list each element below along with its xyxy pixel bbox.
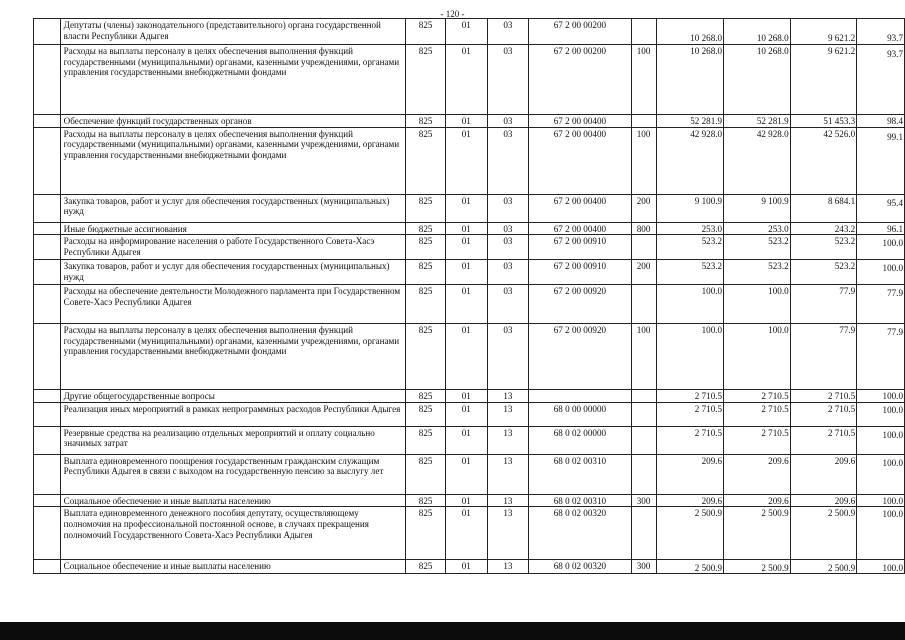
approved-amount-cell: 42 928.0: [656, 127, 724, 194]
executed-amount-cell: 9 621.2: [790, 45, 857, 115]
description-cell: Расходы на выплаты персоналу в целях обеспечения выполнения функций государственными (муниципальными) органами, казенными учреждениями, органами управления государственными внебюджетными фондами: [60, 127, 406, 194]
row-number-cell: [34, 285, 61, 324]
approved-amount-cell: 100.0: [656, 324, 724, 390]
execution-percent-cell: 96.1: [857, 222, 905, 235]
row-number-cell: [34, 426, 61, 454]
target-item-cell: 68 0 02 00310: [529, 494, 631, 507]
description-cell: Расходы на информирование населения о работе Государственного Совета-Хасэ Республики Адыгея: [60, 235, 406, 260]
row-number-cell: [34, 324, 61, 390]
row-number-cell: [34, 390, 61, 403]
approved-amount-cell: 523.2: [656, 260, 724, 285]
row-number-cell: [34, 45, 61, 115]
subsection-cell: 13: [487, 560, 529, 574]
table-row: [34, 402, 905, 426]
approved-amount-cell: 2 710.5: [656, 402, 724, 426]
section-cell: 01: [445, 285, 487, 324]
target-item-cell: 68 0 02 00000: [529, 426, 631, 454]
ministry-code-cell: 825: [406, 19, 446, 45]
executed-amount-cell: 2 710.5: [790, 402, 857, 426]
executed-amount-cell: 51 453.3: [790, 115, 857, 128]
target-item-cell: 67 2 00 00400: [529, 194, 631, 222]
planned-amount-cell: 100.0: [724, 324, 791, 390]
execution-percent-cell: 99.1: [857, 127, 905, 194]
expense-type-cell: 200: [631, 260, 656, 285]
table-row: [34, 260, 905, 285]
ministry-code-cell: 825: [406, 560, 446, 574]
executed-amount-cell: 8 684.1: [790, 194, 857, 222]
description-cell: Депутаты (члены) законодательного (представительного) органа государственной власти Республики Адыгея: [60, 19, 406, 45]
table-row: [34, 285, 905, 324]
execution-percent-cell: 93.7: [857, 45, 905, 115]
planned-amount-cell: 100.0: [724, 285, 791, 324]
ministry-code-cell: 825: [406, 194, 446, 222]
approved-amount-cell: 9 100.9: [656, 194, 724, 222]
subsection-cell: 03: [487, 127, 529, 194]
executed-amount-cell: 209.6: [790, 454, 857, 494]
subsection-cell: 03: [487, 194, 529, 222]
row-number-cell: [34, 235, 61, 260]
approved-amount-cell: 209.6: [656, 454, 724, 494]
expense-type-cell: [631, 454, 656, 494]
description-cell: Выплата единовременного поощрения государственным гражданским служащим Республики Адыгея в связи с выходом на государственную пенсию за выслугу лет: [60, 454, 406, 494]
ministry-code-cell: 825: [406, 222, 446, 235]
table-row: [34, 194, 905, 222]
subsection-cell: 03: [487, 235, 529, 260]
execution-percent-cell: 77.9: [857, 285, 905, 324]
section-cell: 01: [445, 127, 487, 194]
executed-amount-cell: 2 710.5: [790, 426, 857, 454]
execution-percent-cell: 100.0: [857, 390, 905, 403]
expense-type-cell: 800: [631, 222, 656, 235]
executed-amount-cell: 77.9: [790, 285, 857, 324]
target-item-cell: 67 2 00 00920: [529, 285, 631, 324]
subsection-cell: 03: [487, 45, 529, 115]
planned-amount-cell: 10 268.0: [724, 19, 791, 45]
execution-percent-cell: 98.4: [857, 115, 905, 128]
section-cell: 01: [445, 19, 487, 45]
row-number-cell: [34, 222, 61, 235]
approved-amount-cell: 100.0: [656, 285, 724, 324]
target-item-cell: 67 2 00 00400: [529, 115, 631, 128]
approved-amount-cell: 523.2: [656, 235, 724, 260]
section-cell: 01: [445, 260, 487, 285]
description-cell: Расходы на выплаты персоналу в целях обеспечения выполнения функций государственными (муниципальными) органами, казенными учреждениями, органами управления государственными внебюджетными фондами: [60, 324, 406, 390]
expense-type-cell: [631, 390, 656, 403]
planned-amount-cell: 2 710.5: [724, 390, 791, 403]
section-cell: 01: [445, 454, 487, 494]
execution-percent-cell: 100.0: [857, 426, 905, 454]
execution-percent-cell: 100.0: [857, 560, 905, 574]
expense-type-cell: 200: [631, 194, 656, 222]
execution-percent-cell: 77.9: [857, 324, 905, 390]
target-item-cell: 68 0 02 00320: [529, 507, 631, 560]
planned-amount-cell: 2 710.5: [724, 402, 791, 426]
executed-amount-cell: 77.9: [790, 324, 857, 390]
subsection-cell: 03: [487, 324, 529, 390]
subsection-cell: 03: [487, 222, 529, 235]
execution-percent-cell: 100.0: [857, 494, 905, 507]
execution-percent-cell: 100.0: [857, 402, 905, 426]
planned-amount-cell: 2 500.9: [724, 560, 791, 574]
row-number-cell: [34, 507, 61, 560]
table-row: [34, 454, 905, 494]
row-number-cell: [34, 402, 61, 426]
target-item-cell: 68 0 02 00320: [529, 560, 631, 574]
description-cell: Обеспечение функций государственных органов: [60, 115, 406, 128]
expense-type-cell: 300: [631, 560, 656, 574]
expense-type-cell: [631, 402, 656, 426]
approved-amount-cell: 52 281.9: [656, 115, 724, 128]
target-item-cell: 67 2 00 00920: [529, 324, 631, 390]
target-item-cell: 67 2 00 00910: [529, 260, 631, 285]
executed-amount-cell: 523.2: [790, 235, 857, 260]
subsection-cell: 13: [487, 454, 529, 494]
section-cell: 01: [445, 402, 487, 426]
planned-amount-cell: 10 268.0: [724, 45, 791, 115]
expense-type-cell: [631, 507, 656, 560]
section-cell: 01: [445, 560, 487, 574]
ministry-code-cell: 825: [406, 402, 446, 426]
expense-type-cell: 100: [631, 45, 656, 115]
description-cell: Резервные средства на реализацию отдельных мероприятий и оплату социально значимых затрат: [60, 426, 406, 454]
target-item-cell: [529, 390, 631, 403]
row-number-cell: [34, 454, 61, 494]
section-cell: 01: [445, 426, 487, 454]
execution-percent-cell: 100.0: [857, 260, 905, 285]
table-row: [34, 222, 905, 235]
ministry-code-cell: 825: [406, 494, 446, 507]
approved-amount-cell: 2 710.5: [656, 426, 724, 454]
subsection-cell: 03: [487, 285, 529, 324]
description-cell: Расходы на выплаты персоналу в целях обеспечения выполнения функций государственными (муниципальными) органами, казенными учреждениями, органами управления государственными внебюджетными фондами: [60, 45, 406, 115]
approved-amount-cell: 10 268.0: [656, 19, 724, 45]
expense-type-cell: [631, 426, 656, 454]
approved-amount-cell: 253.0: [656, 222, 724, 235]
approved-amount-cell: 2 500.9: [656, 507, 724, 560]
planned-amount-cell: 209.6: [724, 494, 791, 507]
execution-percent-cell: 93.7: [857, 19, 905, 45]
target-item-cell: 67 2 00 00910: [529, 235, 631, 260]
page-number: - 120 -: [440, 9, 465, 19]
execution-percent-cell: 100.0: [857, 454, 905, 494]
planned-amount-cell: 523.2: [724, 260, 791, 285]
approved-amount-cell: 2 710.5: [656, 390, 724, 403]
expense-type-cell: 100: [631, 324, 656, 390]
ministry-code-cell: 825: [406, 45, 446, 115]
expense-type-cell: [631, 115, 656, 128]
budget-table: [33, 18, 905, 574]
subsection-cell: 13: [487, 402, 529, 426]
target-item-cell: 68 0 02 00310: [529, 454, 631, 494]
executed-amount-cell: 42 526.0: [790, 127, 857, 194]
row-number-cell: [34, 19, 61, 45]
ministry-code-cell: 825: [406, 454, 446, 494]
table-row: [34, 507, 905, 560]
expense-type-cell: 300: [631, 494, 656, 507]
description-cell: Социальное обеспечение и иные выплаты населению: [60, 494, 406, 507]
planned-amount-cell: 52 281.9: [724, 115, 791, 128]
planned-amount-cell: 253.0: [724, 222, 791, 235]
table-row: [34, 390, 905, 403]
description-cell: Закупка товаров, работ и услуг для обеспечения государственных (муниципальных) нужд: [60, 194, 406, 222]
table-row: [34, 426, 905, 454]
description-cell: Закупка товаров, работ и услуг для обеспечения государственных (муниципальных) нужд: [60, 260, 406, 285]
row-number-cell: [34, 494, 61, 507]
section-cell: 01: [445, 324, 487, 390]
approved-amount-cell: 2 500.9: [656, 560, 724, 574]
row-number-cell: [34, 115, 61, 128]
table-row: [34, 235, 905, 260]
ministry-code-cell: 825: [406, 507, 446, 560]
subsection-cell: 03: [487, 19, 529, 45]
executed-amount-cell: 2 710.5: [790, 390, 857, 403]
subsection-cell: 13: [487, 494, 529, 507]
section-cell: 01: [445, 494, 487, 507]
expense-type-cell: [631, 19, 656, 45]
table-row: [34, 324, 905, 390]
execution-percent-cell: 100.0: [857, 235, 905, 260]
expense-type-cell: [631, 285, 656, 324]
executed-amount-cell: 9 621.2: [790, 19, 857, 45]
description-cell: Социальное обеспечение и иные выплаты населению: [60, 560, 406, 574]
row-number-cell: [34, 194, 61, 222]
execution-percent-cell: 100.0: [857, 507, 905, 560]
ministry-code-cell: 825: [406, 285, 446, 324]
executed-amount-cell: 2 500.9: [790, 507, 857, 560]
table-body: [34, 19, 905, 574]
description-cell: Выплата единовременного денежного пособия депутату, осуществляющему полномочия на профессиональной постоянной основе, в случаях прекращения полномочий Государственного Совета-Хасэ Республики Адыгея: [60, 507, 406, 560]
section-cell: 01: [445, 194, 487, 222]
expense-type-cell: 100: [631, 127, 656, 194]
subsection-cell: 03: [487, 260, 529, 285]
table-row: [34, 560, 905, 574]
section-cell: 01: [445, 235, 487, 260]
subsection-cell: 13: [487, 426, 529, 454]
table-row: [34, 494, 905, 507]
section-cell: 01: [445, 507, 487, 560]
ministry-code-cell: 825: [406, 127, 446, 194]
row-number-cell: [34, 127, 61, 194]
scan-bottom-border: [0, 622, 905, 640]
ministry-code-cell: 825: [406, 115, 446, 128]
planned-amount-cell: 9 100.9: [724, 194, 791, 222]
ministry-code-cell: 825: [406, 260, 446, 285]
ministry-code-cell: 825: [406, 390, 446, 403]
ministry-code-cell: 825: [406, 426, 446, 454]
ministry-code-cell: 825: [406, 324, 446, 390]
planned-amount-cell: 42 928.0: [724, 127, 791, 194]
execution-percent-cell: 95.4: [857, 194, 905, 222]
approved-amount-cell: 10 268.0: [656, 45, 724, 115]
target-item-cell: 68 0 00 00000: [529, 402, 631, 426]
target-item-cell: 67 2 00 00200: [529, 45, 631, 115]
description-cell: Другие общегосударственные вопросы: [60, 390, 406, 403]
approved-amount-cell: 209.6: [656, 494, 724, 507]
description-cell: Реализация иных мероприятий в рамках непрограммных расходов Республики Адыгея: [60, 402, 406, 426]
planned-amount-cell: 209.6: [724, 454, 791, 494]
table-row: [34, 45, 905, 115]
section-cell: 01: [445, 115, 487, 128]
table-row: [34, 115, 905, 128]
target-item-cell: 67 2 00 00200: [529, 19, 631, 45]
subsection-cell: 13: [487, 390, 529, 403]
ministry-code-cell: 825: [406, 235, 446, 260]
target-item-cell: 67 2 00 00400: [529, 222, 631, 235]
expense-type-cell: [631, 235, 656, 260]
target-item-cell: 67 2 00 00400: [529, 127, 631, 194]
subsection-cell: 03: [487, 115, 529, 128]
subsection-cell: 13: [487, 507, 529, 560]
table-row: [34, 19, 905, 45]
planned-amount-cell: 2 500.9: [724, 507, 791, 560]
section-cell: 01: [445, 390, 487, 403]
executed-amount-cell: 2 500.9: [790, 560, 857, 574]
section-cell: 01: [445, 45, 487, 115]
executed-amount-cell: 243.2: [790, 222, 857, 235]
table-row: [34, 127, 905, 194]
executed-amount-cell: 523.2: [790, 260, 857, 285]
row-number-cell: [34, 260, 61, 285]
executed-amount-cell: 209.6: [790, 494, 857, 507]
planned-amount-cell: 2 710.5: [724, 426, 791, 454]
row-number-cell: [34, 560, 61, 574]
description-cell: Расходы на обеспечение деятельности Молодежного парламента при Государственном Совете-Хасэ Республики Адыгея: [60, 285, 406, 324]
planned-amount-cell: 523.2: [724, 235, 791, 260]
description-cell: Иные бюджетные ассигнования: [60, 222, 406, 235]
section-cell: 01: [445, 222, 487, 235]
